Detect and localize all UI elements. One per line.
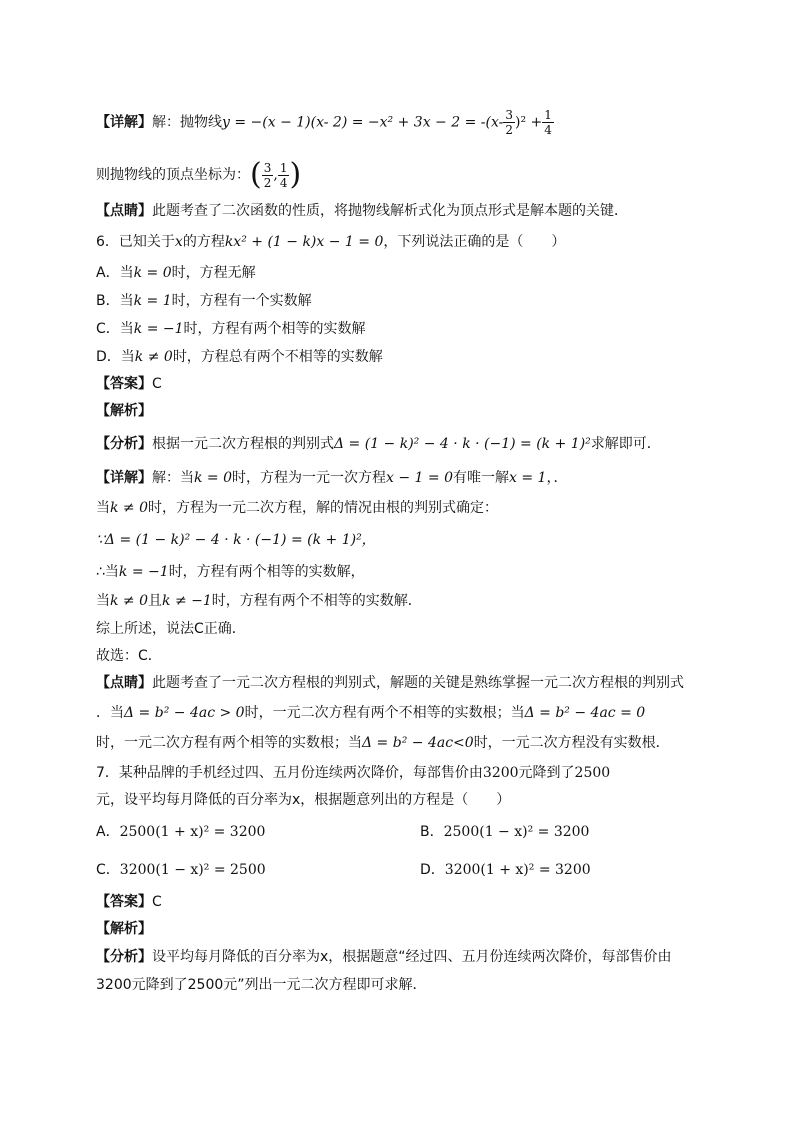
q7-option-c: C．3200(1 − x)² = 2500 [96, 862, 266, 878]
q6-comment-3: 时，一元二次方程有两个相等的实数根；当Δ = b² − 4ac<0时，一元二次方程没有实数根． [96, 735, 670, 751]
q6-answer: 【答案】C [96, 376, 162, 392]
q6-comment-2: ．当Δ = b² − 4ac > 0时，一元二次方程有两个不相等的实数根；当Δ = b² − 4ac = 0 [96, 705, 646, 721]
q6-detail-2: 当k ≠ 0时，方程为一元二次方程，解的情况由根的判别式确定： [96, 500, 499, 516]
q6-equation: kx² + (1 − k)x − 1 = 0 [224, 234, 384, 250]
q7-stem-1: 7．某种品牌的手机经过四、五月份连续两次降价，每部售价由3200元降到了2500 [96, 765, 611, 781]
q6-stem: 6．已知关于x的方程kx² + (1 − k)x − 1 = 0，下列说法正确的是（ ） [96, 234, 566, 250]
q6-fenxi: 【分析】根据一元二次方程根的判别式Δ = (1 − k)² − 4 · k · (−1) = (k + 1)²求解即可． [96, 436, 661, 452]
fraction-1-4: $\frac{1}{4}$ [544, 108, 552, 137]
q6-option-d: D．当k ≠ 0时，方程总有两个不相等的实数解 [96, 349, 383, 365]
vertex-text: 则抛物线的顶点坐标为： [96, 167, 250, 183]
q6-option-a: A．当k = 0时，方程无解 [96, 265, 256, 281]
q6-analysis-tag: 【解析】 [96, 403, 152, 419]
left-paren: ( [250, 157, 262, 192]
detail-expression-tail: )² + [514, 114, 543, 131]
q7-option-b: B．2500(1 − x)² = 3200 [420, 824, 590, 840]
q7-answer: 【答案】C [96, 894, 162, 910]
fraction-3-2: $\frac{3}{2}$ [505, 108, 513, 137]
detail-text: 解：抛物线 [152, 114, 222, 131]
q7-option-d: D．3200(1 + x)² = 3200 [420, 862, 591, 878]
q6-comment-1: 【点睛】此题考查了一元二次方程根的判别式，解题的关键是熟练掌握一元二次方程根的判别式 [96, 675, 684, 691]
detail-line [96, 108, 554, 137]
q7-stem-2: 元，设平均每月降低的百分率为x，根据题意列出的方程是（ ） [96, 792, 511, 808]
comment-tag: 【点睛】 [96, 203, 152, 219]
q6-detail-6: 综上所述，说法C正确． [96, 621, 246, 637]
q6-detail-4: ∴当k = −1时，方程有两个相等的实数解， [96, 564, 365, 580]
q6-detail-1: 【详解】解：当k = 0时，方程为一元一次方程x − 1 = 0有唯一解x = 1，． [96, 470, 568, 486]
detail-expression: y = −(x − 1)(x- 2) = −x² + 3x − 2 = -(x- [222, 114, 504, 131]
vertex-line: 则抛物线的顶点坐标为：( $\frac{3}{2}$ , $\frac{1}{4}$ ) [96, 157, 302, 192]
vertex-y-fraction: $\frac{1}{4}$ [279, 160, 288, 190]
detail-tag: 【详解】 [96, 114, 152, 131]
q7-analysis-tag: 【解析】 [96, 921, 152, 937]
q7-fenxi-1: 【分析】设平均每月降低的百分率为x，根据题意“经过四、五月份连续两次降价，每部售价由 [96, 949, 672, 965]
vertex-x-fraction: $\frac{3}{2}$ [263, 160, 272, 190]
q7-fenxi-2: 3200元降到了2500元”列出一元二次方程即可求解． [96, 977, 427, 993]
comment-line [96, 201, 628, 221]
right-paren: ) [289, 157, 302, 192]
q6-detail-5: 当k ≠ 0且k ≠ −1时，方程有两个不相等的实数解． [96, 593, 422, 609]
q6-detail-3: ∵Δ = (1 − k)² − 4 · k · (−1) = (k + 1)²， [96, 532, 376, 548]
q6-option-b: B．当k = 1时，方程有一个实数解 [96, 293, 312, 309]
q7-option-a: A．2500(1 + x)² = 3200 [96, 824, 266, 840]
q6-detail-7: 故选：C． [96, 648, 162, 664]
comment-text: 此题考查了二次函数的性质，将抛物线解析式化为顶点形式是解本题的关键． [152, 203, 628, 219]
q6-option-c: C．当k = −1时，方程有两个相等的实数解 [96, 321, 366, 337]
